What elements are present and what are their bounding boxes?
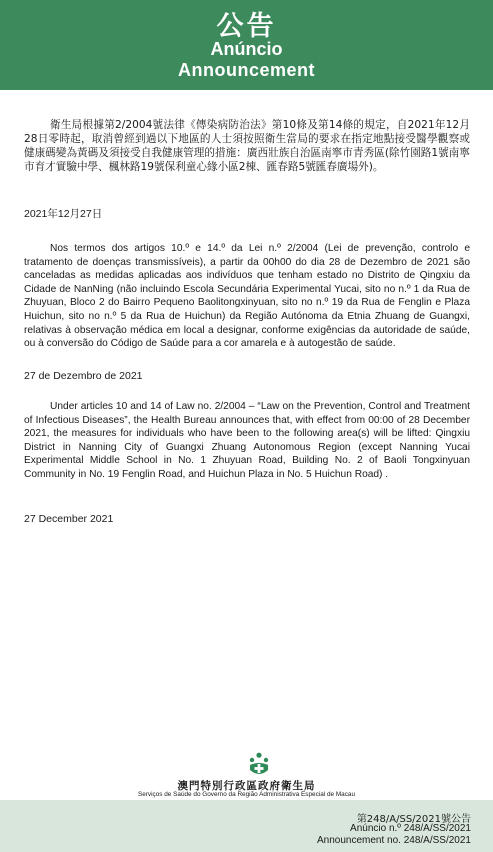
reference-en: Announcement no. 248/A/SS/2021 (316, 835, 471, 846)
reference-pt: Anúncio n.º 248/A/SS/2021 (350, 823, 471, 834)
portuguese-date: 27 de Dezembro de 2021 (24, 370, 143, 382)
chinese-body: 衛生局根據第2/2004號法律《傳染病防治法》第10條及第14條的規定，自2021年12月28日零時起，取消曾經到過以下地區的人士須按照衛生當局的要求在指定地點接受醫學觀察或健康碼變為黃碼及須接受自我健康管理的措施：廣西壯族自治區南寧市青秀區(除竹園路1號南寧市育才實驗中學、楓林路19號保利童心緣小區2棟、匯春路5號匯春廣場外)。 (24, 119, 470, 173)
footer-band (0, 800, 493, 852)
organization-name-pt: Serviços de Saúde do Governo da Região Administrativa Especial de Macau (137, 791, 356, 798)
header-title-zh: 公告 (216, 11, 277, 42)
english-body: Under articles 10 and 14 of Law no. 2/2004 – “Law on the Prevention, Control and Treatment of Infectious Diseases”, the Health Bureau announces that, with effect from 00:00 of 28 December 2021, the measures for individuals who have been to the following area(s) will be lifted: Qingxiu District in Nanning City of Guangxi Zhuang Autonomous Region (except Nanning Yucai Experimental Middle School in No. 1 Zhuyuan Road, Building No. 2 of Baoli Tongxinyuan Community in No. 19 Fenglin Road, and Huichun Plaza in No. 5 Huichun Road) . (24, 401, 470, 480)
health-bureau-logo-icon (248, 752, 270, 778)
reference-zh: 第248/A/SS/2021號公告 (356, 814, 471, 825)
portuguese-body: Nos termos dos artigos 10.º e 14.º da Lei n.º 2/2004 (Lei de prevenção, controlo e tratamento de doenças transmissíveis), a partir da 00h00 do dia 28 de Dezembro de 2021 são canceladas as medidas aplicadas aos indivíduos que tenham estado no Distrito de Qingxiu da Cidade de NanNing (não incluindo Escola Secundária Experimental Yucai, sito no n.º 1 da Rua de Zhuyuan, Bloco 2 do Bairro Pequeno Baolitongxinyuan, sito no n.º 19 da Rua de Fenglin e Plaza Huichun, sito no n.º 5 da Rua de Huichun) da Região Autónoma da Etnia Zhuang de Guangxi, relativas à observação médica em local a designar, conforme exigências da autoridade de saúde, ou à conversão do Código de Saúde para a cor amarela e à autogestão de saúde. (24, 243, 470, 350)
organization-name-zh: 澳門特別行政區政府衛生局 (177, 780, 316, 792)
header-title-pt: Anúncio (210, 39, 283, 59)
announcement-header (0, 0, 493, 90)
chinese-date: 2021年12月27日 (24, 208, 103, 220)
english-date: 27 December 2021 (24, 513, 114, 525)
header-title-en: Announcement (177, 60, 315, 80)
